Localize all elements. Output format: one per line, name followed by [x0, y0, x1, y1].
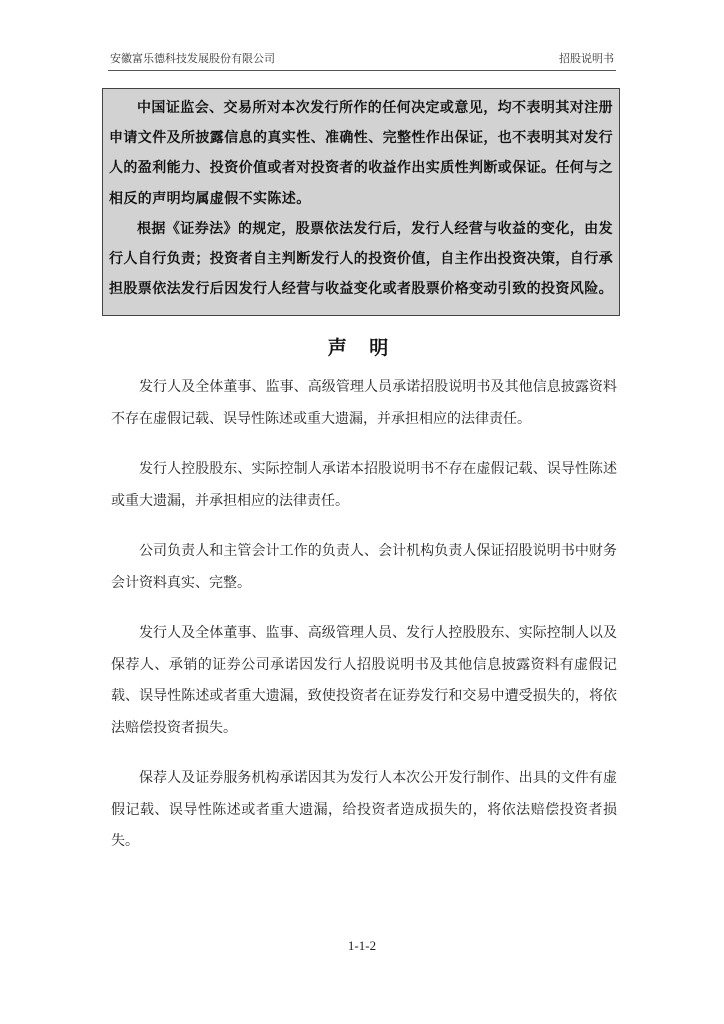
statement-paragraph: 发行人控股股东、实际控制人承诺本招股说明书不存在虚假记载、误导性陈述或重大遗漏，并承担相应的法律责任。: [111, 461, 617, 509]
statement-list: [111, 372, 617, 877]
statement-paragraph: 发行人及全体董事、监事、高级管理人员承诺招股说明书及其他信息披露资料不存在虚假记载、误导性陈述或重大遗漏，并承担相应的法律责任。: [111, 379, 617, 427]
header-document-type: 招股说明书: [559, 52, 614, 65]
section-title: 声 明: [327, 337, 397, 359]
header-company-name: 安徽富乐德科技发展股份有限公司: [110, 52, 275, 65]
statement-paragraph: 发行人及全体董事、监事、高级管理人员、发行人控股股东、实际控制人以及保荐人、承销的证券公司承诺因发行人招股说明书及其他信息披露资料有虚假记载、误导性陈述或者重大遗漏，致使投资者在证券发行和交易中遭受损失的，将依法赔偿投资者损失。: [111, 625, 617, 736]
page-number: 1-1-2: [347, 938, 377, 953]
page-header: [108, 48, 616, 71]
statement-paragraph: 保荐人及证券服务机构承诺因其为发行人本次公开发行制作、出具的文件有虚假记载、误导性陈述或者重大遗漏，给投资者造成损失的，将依法赔偿投资者损失。: [111, 770, 617, 849]
notice-paragraph: 根据《证券法》的规定，股票依法发行后，发行人经营与收益的变化，由发行人自行负责；投资者自主判断发行人的投资价值，自主作出投资决策，自行承担股票依法发行后因发行人经营与收益变化或者股票价格变动引致的投资风险。: [109, 220, 613, 298]
notice-paragraph: 中国证监会、交易所对本次发行所作的任何决定或意见，均不表明其对注册申请文件及所披露信息的真实性、准确性、完整性作出保证，也不表明其对发行人的盈利能力、投资价值或者对投资者的收益作出实质性判断或保证。任何与之相反的声明均属虚假不实陈述。: [109, 100, 613, 207]
statement-paragraph: 公司负责人和主管会计工作的负责人、会计机构负责人保证招股说明书中财务会计资料真实、完整。: [111, 543, 617, 591]
regulatory-notice-box: [102, 88, 620, 316]
